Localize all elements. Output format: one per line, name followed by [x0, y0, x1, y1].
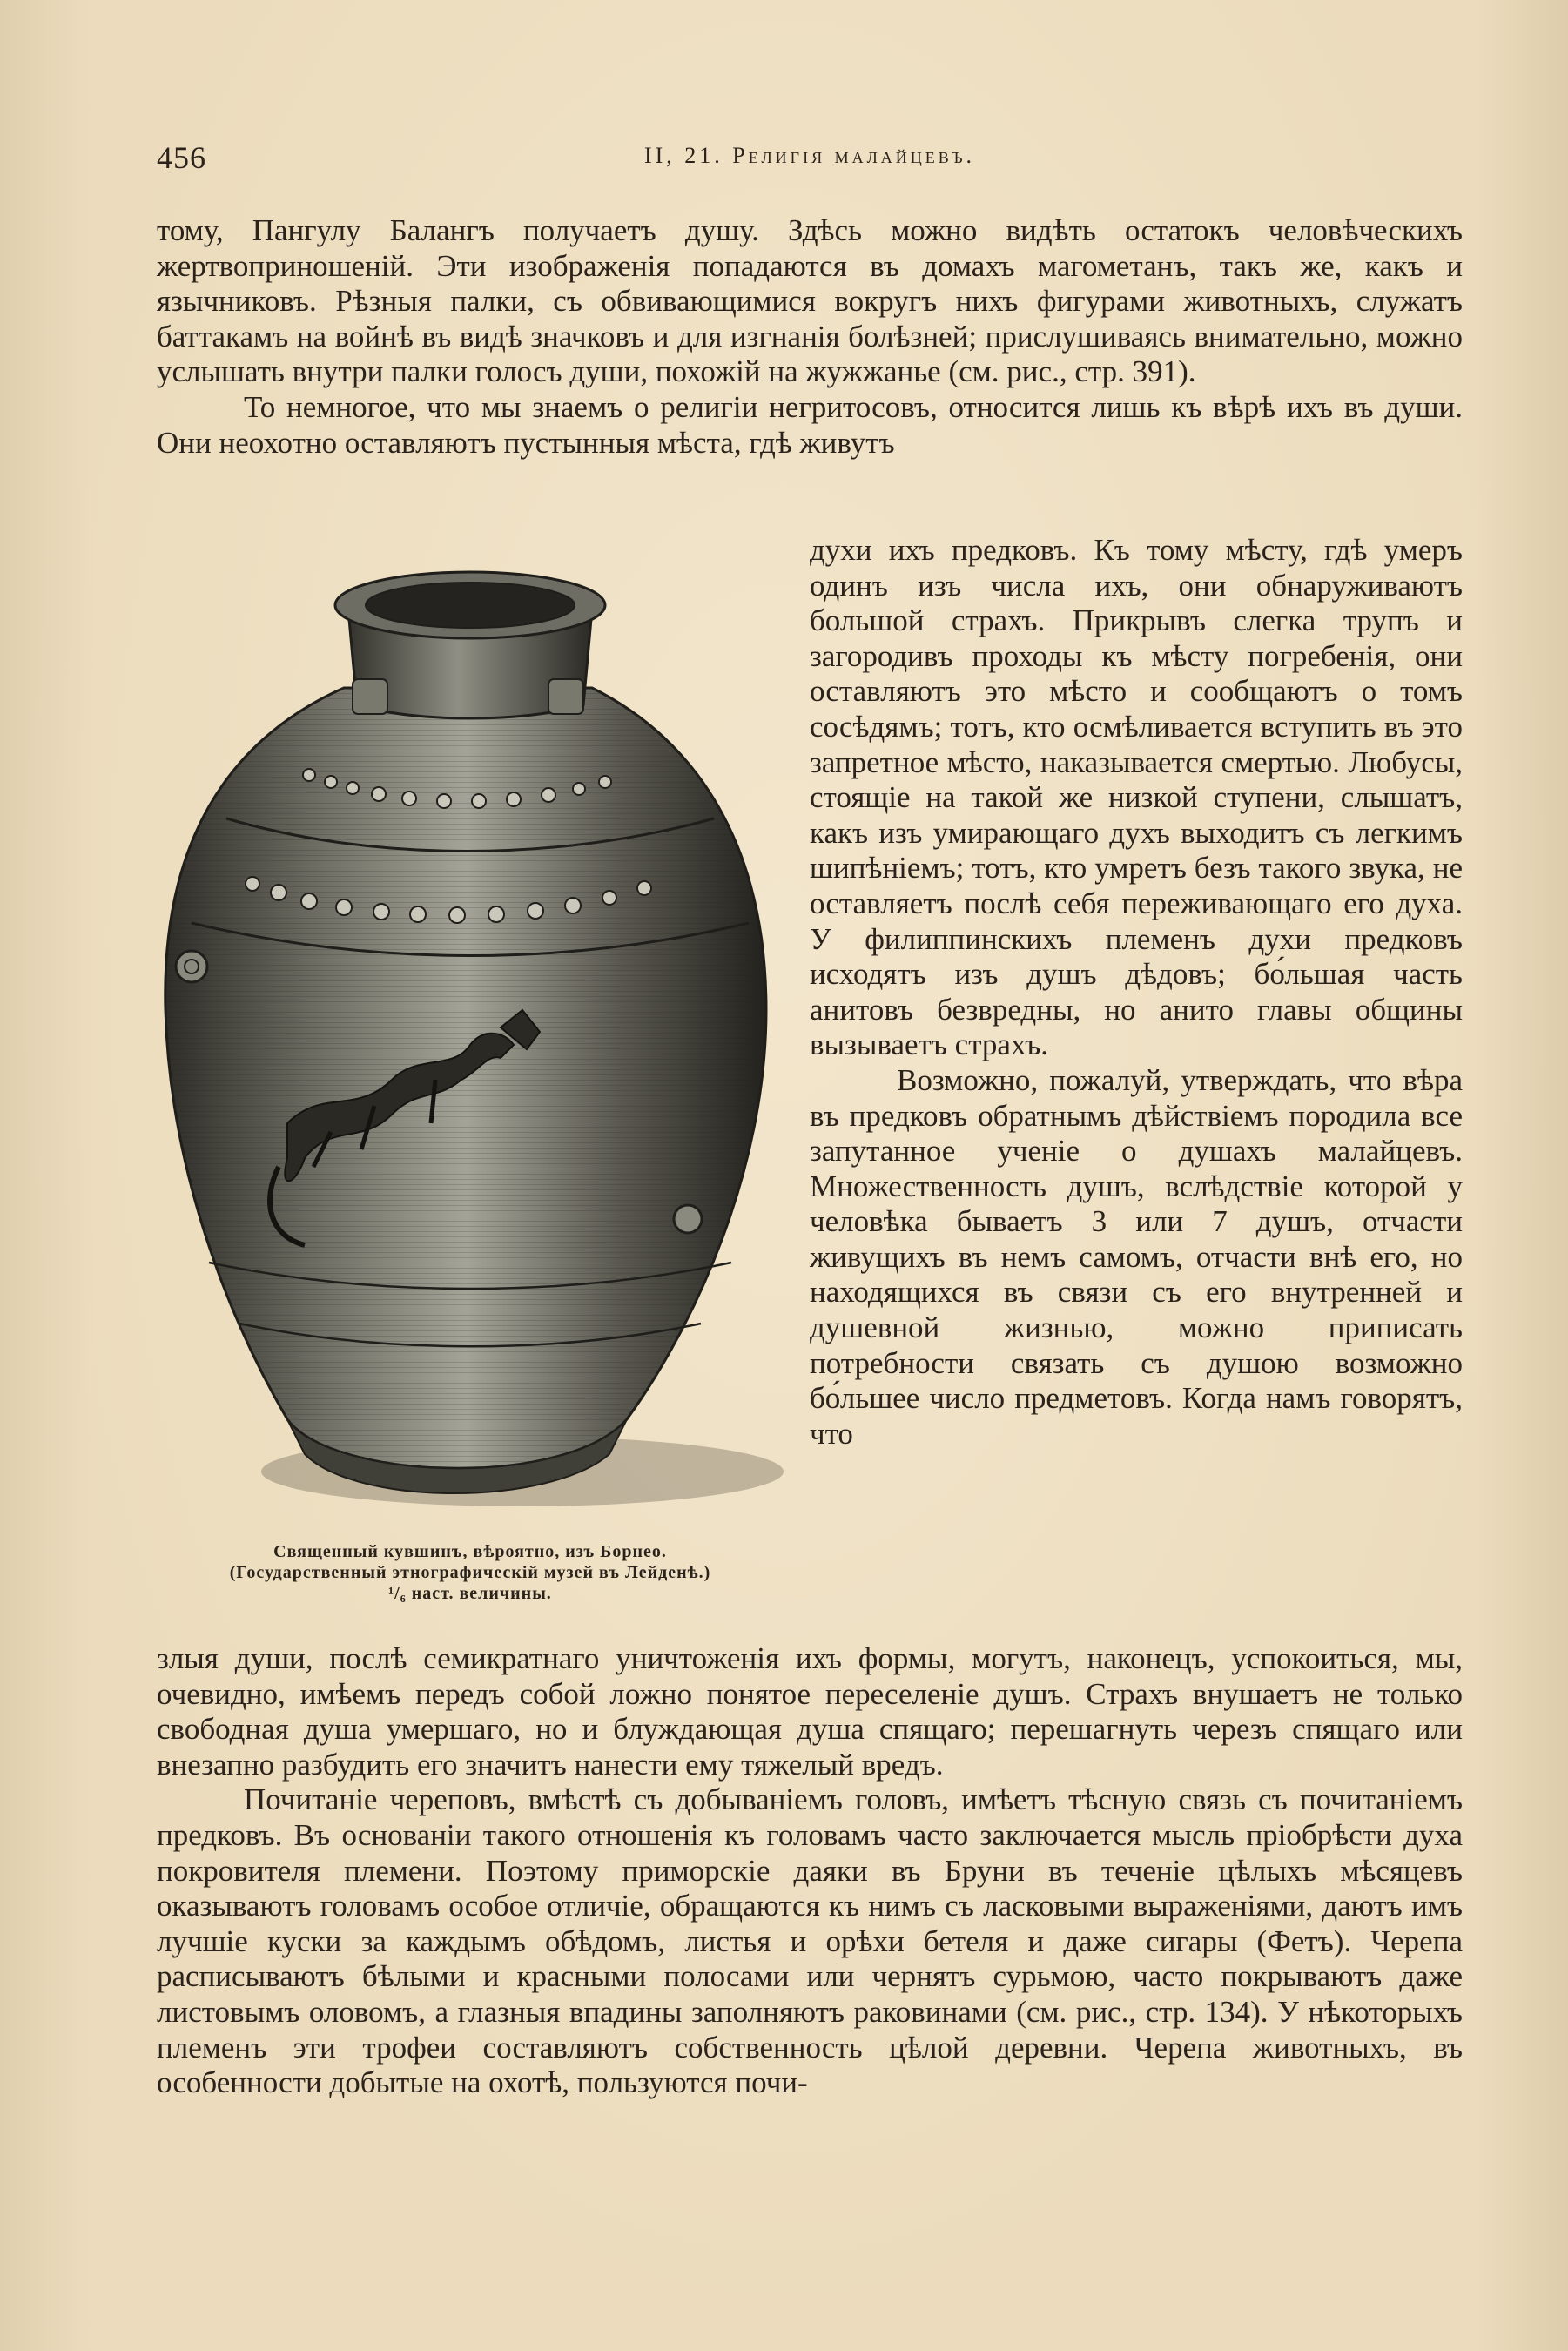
jar-illustration	[157, 557, 784, 1524]
caption-line: Священный кувшинъ, вѣроятно, изъ Борнео.	[273, 1542, 667, 1561]
paragraph: тому, Пангулу Балангъ получаетъ душу. Здѣсь можно видѣть остатокъ человѣческихъ жертвоприношеній. Эти изображенія попадаются въ домахъ магометанъ, такъ же, какъ и язычниковъ. Рѣзныя палки, съ обвивающимися вокругъ нихъ фигурами животныхъ, служатъ баттакамъ на войнѣ въ видѣ значковъ и для изгнанія болѣзней; прислушиваясь внимательно, можно услышать внутри палки голосъ души, похожій на жужжанье (см. рис., стр. 391).	[157, 213, 1463, 389]
text-block-bottom	[157, 1641, 1463, 2101]
caption-line: ¹/₆ наст. величины.	[388, 1584, 552, 1603]
paragraph: духи ихъ предковъ. Къ тому мѣсту, гдѣ умеръ одинъ изъ числа ихъ, они обнаруживаютъ большой страхъ. Прикрывъ слегка трупъ и загородивъ проходы къ мѣсту погребенія, они оставляютъ это мѣсто и сообщаютъ о томъ сосѣдямъ; тотъ, кто осмѣливается вступить въ это запретное мѣсто, наказывается смертью. Любусы, стоящіе на такой же низкой ступени, слышатъ, какъ изъ умирающаго духъ выходитъ съ легкимъ шипѣніемъ; тотъ, кто умретъ безъ такого звука, не оставляетъ послѣ себя переживающаго его духа. У филиппинскихъ племенъ духи предковъ исходятъ изъ душъ дѣдовъ; бо́льшая часть анитовъ безвредны, но анито главы общины вызываетъ страхъ.	[810, 533, 1463, 1062]
paragraph: То немногое, что мы знаемъ о религіи негритосовъ, относится лишь къ вѣрѣ ихъ въ души. Они неохотно оставляютъ пустынныя мѣста, гдѣ живутъ	[157, 389, 1463, 460]
page-header	[157, 139, 1463, 183]
text-block-top	[157, 213, 1463, 461]
figure-sacred-jar	[157, 557, 784, 1628]
caption-line: (Государственный этнографическій музей въ Лейденѣ.)	[229, 1563, 711, 1582]
paragraph: Почитаніе череповъ, вмѣстѣ съ добываніемъ головъ, имѣетъ тѣсную связь съ почитаніемъ предковъ. Въ основаніи такого отношенія къ головамъ часто заключается мысль пріобрѣсти духа покровителя племени. Поэтому приморскіе даяки въ Бруни въ теченіе цѣлыхъ мѣсяцевъ оказываютъ головамъ особое отличіе, обращаются къ нимъ съ ласковыми выраженіями, даютъ имъ лучшіе куски за каждымъ обѣдомъ, листья и орѣхи бетеля и даже сигары (Фетъ). Черепа расписываютъ бѣлыми и красными полосами или чернятъ сурьмою, часто покрываютъ даже листовымъ оловомъ, а глазныя впадины заполняютъ раковинами (см. рис., стр. 134). У нѣкоторыхъ племенъ эти трофеи составляютъ собственность цѣлой деревни. Черепа животныхъ, въ особенности добытые на охотѣ, пользуются почи-	[157, 1782, 1463, 2100]
text-column-right	[810, 533, 1463, 1452]
figure-caption	[157, 1541, 784, 1604]
paragraph: злыя души, послѣ семикратнаго уничтоженія ихъ формы, могутъ, наконецъ, успокоиться, мы, очевидно, имѣемъ передъ собой ложно понятое переселеніе душъ. Страхъ внушаетъ не только свободная душа умершаго, но и блуждающая душа спящаго; перешагнуть черезъ спящаго или внезапно разбудить его значитъ нанести ему тяжелый вредъ.	[157, 1641, 1463, 1782]
paragraph: Возможно, пожалуй, утверждать, что вѣра въ предковъ обратнымъ дѣйствіемъ породила все запутанное ученіе о душахъ малайцевъ. Множественность душъ, вслѣдствіе которой у человѣка бываетъ 3 или 7 душъ, отчасти живущихъ въ немъ самомъ, отчасти внѣ его, но находящихся въ связи съ его внутренней и душевной жизнью, можно приписать потребности связать съ душою возможно бо́льшее число предметовъ. Когда намъ говорятъ, что	[810, 1062, 1463, 1451]
running-head: II, 21. Религія малайцевъ.	[643, 143, 976, 168]
page-number: 456	[157, 140, 206, 175]
